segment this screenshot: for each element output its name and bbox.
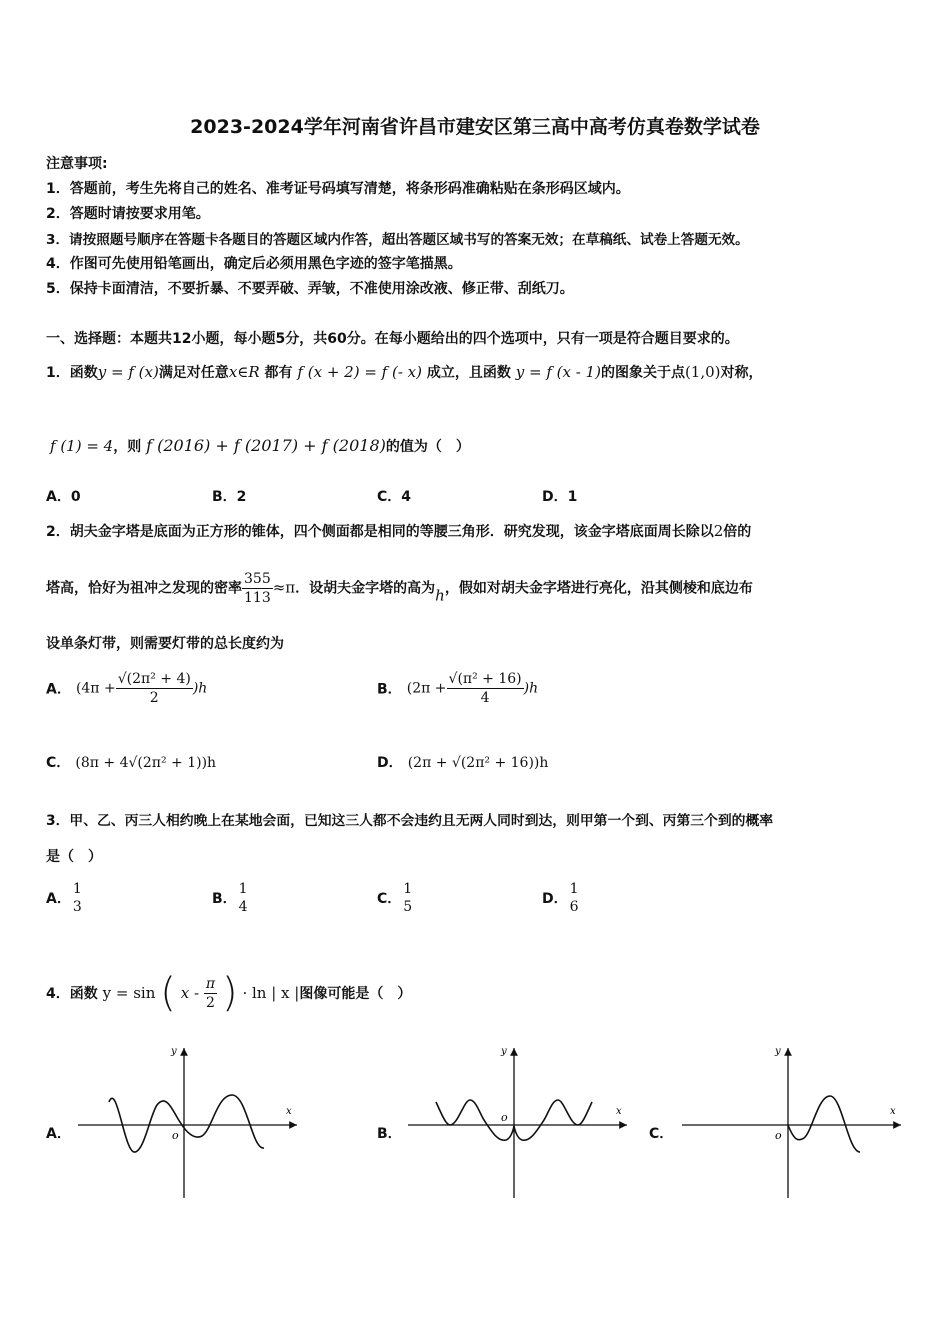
y-label: y (171, 1046, 177, 1057)
q1-math: y = f (x) (97, 363, 159, 381)
q1-option-b[interactable]: B．2 (212, 489, 247, 505)
x-label: x (890, 1106, 896, 1117)
q1-math: x∈R (228, 363, 260, 381)
q2-option-b-fraction (447, 670, 524, 707)
left-paren: ( (160, 970, 176, 1016)
q1-math: f (2016) + f (2017) + f (2018) (146, 436, 386, 455)
q1-text: 的值为（ ） (385, 439, 470, 455)
page-title: 2023-2024学年河南省许昌市建安区第三高中高考仿真卷数学试卷 (190, 116, 760, 138)
fraction-numerator: 1 (569, 881, 579, 897)
q1-text: 的图象关于点 (600, 365, 685, 381)
curve (109, 1095, 264, 1152)
option-label: A． (46, 681, 71, 698)
q2-math: (2π + (406, 680, 447, 697)
q4-graph-a[interactable] (72, 1040, 304, 1205)
q3-option-fraction (237, 880, 250, 916)
q2-option-c[interactable] (46, 752, 216, 772)
fraction-denominator: 2 (149, 690, 159, 706)
fraction-numerator: 1 (72, 881, 82, 897)
q2-math: 2 (713, 522, 724, 540)
fraction-denominator: 4 (480, 690, 490, 706)
q3-option-d[interactable] (542, 880, 581, 916)
q4-math: · ln | x | (242, 984, 300, 1002)
question-1-line-2 (50, 436, 470, 456)
q3-option-b[interactable] (212, 880, 250, 916)
question-3-line-1: 3．甲、乙、丙三人相约晚上在某地会面，已知这三人都不会违约且无两人同时到达，则甲第一个到、丙第三个到的概率 (46, 813, 774, 829)
q2-math: (2π + √(2π² + 16))h (407, 755, 549, 771)
q3-option-fraction (401, 880, 414, 916)
fraction-numerator: √(2π² + 4) (117, 671, 191, 687)
q3-option-a[interactable] (46, 880, 84, 916)
question-4-line (46, 970, 411, 1016)
fraction-denominator: 2 (206, 994, 215, 1011)
right-paren: ) (221, 970, 238, 1016)
q4-option-a-label[interactable]: A． (46, 1126, 71, 1142)
q4-fraction (204, 975, 217, 1012)
q1-option-a[interactable]: A．0 (46, 489, 81, 505)
option-label: B． (212, 891, 237, 907)
q2-math: )h (523, 680, 539, 697)
question-1-line-1 (46, 362, 763, 382)
q1-math: f (1) = 4 (50, 437, 114, 455)
q1-option-d[interactable]: D．1 (542, 489, 578, 505)
x-label: x (286, 1106, 292, 1117)
option-label: B． (377, 681, 402, 698)
q1-math: f (x + 2) = f (- x) (297, 363, 422, 381)
question-2-line-2 (46, 570, 753, 607)
notice-item: 2．答题时请按要求用笔。 (46, 206, 210, 222)
fraction-denominator: 113 (244, 590, 271, 606)
q4-option-c-label[interactable]: C． (649, 1126, 674, 1142)
q1-option-c[interactable]: C．4 (377, 489, 412, 505)
fraction-denominator: 5 (403, 899, 413, 915)
q3-option-c[interactable] (377, 880, 414, 916)
question-2-line-1 (46, 521, 751, 541)
q2-math: (4π + (75, 680, 116, 697)
fraction-numerator: 1 (403, 881, 413, 897)
q4-option-b-label[interactable]: B． (377, 1126, 402, 1142)
q2-fraction (242, 570, 273, 607)
q2-text: 塔高，恰好为祖冲之发现的密率 (46, 580, 242, 597)
q3-option-fraction (568, 880, 581, 916)
q1-number: 1．函数 (46, 365, 98, 381)
q2-math: (8π + 4√(2π² + 1))h (75, 755, 217, 771)
fraction-denominator: 3 (72, 899, 82, 915)
option-label: D． (377, 755, 403, 771)
q4-math: y = sin (102, 984, 156, 1002)
fraction-numerator: π (205, 975, 216, 992)
notice-item: 5．保持卡面清洁，不要折暴、不要弄破、弄皱，不准使用涂改液、修正带、刮纸刀。 (46, 281, 574, 297)
option-label: C． (46, 755, 71, 771)
fraction-denominator: 6 (569, 899, 579, 915)
q2-option-d[interactable] (377, 752, 548, 772)
origin-label: o (172, 1129, 179, 1142)
q1-text: 都有 (264, 365, 293, 381)
fraction-numerator: 1 (238, 881, 248, 897)
y-label: y (501, 1046, 507, 1057)
notice-item: 3．请按照题号顺序在答题卡各题目的答题区域内作答，超出答题区域书写的答案无效；在草稿纸、试卷上答题无效。 (46, 232, 749, 248)
fraction-numerator: √(π² + 16) (448, 671, 522, 687)
q1-math: y = f (x - 1) (515, 363, 601, 381)
y-label: y (775, 1046, 781, 1057)
fraction-denominator: 4 (238, 899, 248, 915)
origin-label: o (775, 1129, 782, 1142)
q4-number: 4．函数 (46, 986, 98, 1002)
q2-math: h (435, 586, 445, 605)
q1-text: 对称， (720, 365, 763, 381)
question-3-line-2: 是（ ） (46, 849, 102, 865)
x-label: x (616, 1106, 622, 1117)
option-label: C． (377, 891, 402, 907)
q1-text: 满足对任意 (158, 365, 229, 381)
notice-item: 4．作图可先使用铅笔画出，确定后必须用黑色字迹的签字笔描黑。 (46, 256, 462, 272)
fraction-numerator: 355 (244, 571, 271, 587)
q2-text: ．设胡夫金字塔的高为 (295, 580, 436, 597)
q2-option-b[interactable] (377, 670, 538, 707)
q4-graph-c[interactable] (676, 1040, 908, 1205)
q3-option-fraction (71, 880, 84, 916)
q2-text: 2．胡夫金字塔是底面为正方形的锥体，四个侧面都是相同的等腰三角形．研究发现，该金字塔底面周长除以 (46, 524, 714, 540)
q2-math: ≈π (272, 578, 296, 597)
q2-text: 倍的 (723, 524, 752, 540)
notice-item: 1．答题前，考生先将自己的姓名、准考证号码填写清楚，将条形码准确粘贴在条形码区域内。 (46, 181, 630, 197)
q2-text: ，假如对胡夫金字塔进行亮化，沿其侧棱和底边布 (444, 580, 753, 597)
q2-option-a-fraction (116, 670, 193, 707)
curve (788, 1096, 860, 1152)
q4-graph-b[interactable] (402, 1040, 634, 1205)
notice-heading: 注意事项: (46, 156, 108, 172)
question-2-line-3: 设单条灯带，则需要灯带的总长度约为 (46, 636, 284, 652)
origin-label: o (501, 1111, 508, 1124)
q4-text: 图像可能是（ ） (299, 986, 412, 1002)
q1-math: (1,0) (684, 363, 721, 381)
q2-math: )h (192, 680, 208, 697)
q2-option-a[interactable] (46, 670, 207, 707)
q1-text: 成立，且函数 (426, 365, 511, 381)
option-label: A． (46, 891, 71, 907)
q1-text: ，则 (113, 439, 142, 455)
option-label: D． (542, 891, 568, 907)
section-heading: 一、选择题：本题共12小题，每小题5分，共60分。在每小题给出的四个选项中，只有一项是符合题目要求的。 (46, 331, 739, 347)
q4-math: x - (180, 984, 200, 1002)
